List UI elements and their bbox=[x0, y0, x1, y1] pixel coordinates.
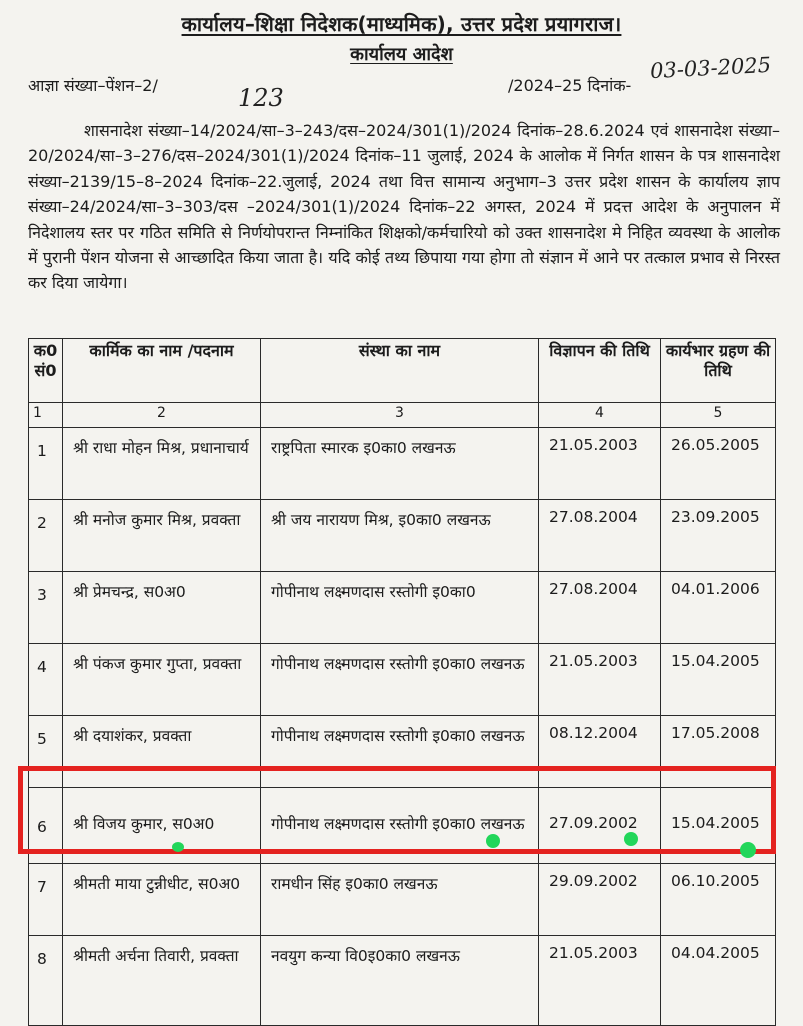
office-title: कार्यालय–शिक्षा निदेशक(माध्यमिक), उत्तर प्रदेश प्रयागराज। bbox=[181, 12, 622, 36]
green-dot-marker bbox=[624, 832, 638, 846]
row-advert-date: 21.05.2003 bbox=[539, 644, 661, 716]
table-header-row bbox=[29, 339, 776, 403]
table-row bbox=[29, 936, 776, 1026]
table-row bbox=[29, 572, 776, 644]
table-row bbox=[29, 864, 776, 936]
row-joining-date: 26.05.2005 bbox=[661, 428, 776, 500]
green-dot-marker bbox=[740, 842, 756, 858]
row-serial: 3 bbox=[29, 572, 63, 644]
row-serial: 7 bbox=[29, 864, 63, 936]
employee-table bbox=[28, 338, 776, 1026]
row-joining-date: 17.05.2008 bbox=[661, 716, 776, 788]
row-employee-name: श्री दयाशंकर, प्रवक्ता bbox=[63, 716, 261, 788]
column-number: 1 bbox=[29, 403, 63, 428]
header-employee-name: कार्मिक का नाम /पदनाम bbox=[63, 339, 261, 403]
row-joining-date: 23.09.2005 bbox=[661, 500, 776, 572]
row-joining-date: 15.04.2005 bbox=[661, 788, 776, 864]
header-joining-date: कार्यभार ग्रहण की तिथि bbox=[661, 339, 776, 403]
row-serial: 2 bbox=[29, 500, 63, 572]
header-advert-date: विज्ञापन की तिथि bbox=[539, 339, 661, 403]
row-institution: गोपीनाथ लक्ष्मणदास रस्तोगी इ0का0 लखनऊ bbox=[261, 716, 539, 788]
row-joining-date: 15.04.2005 bbox=[661, 644, 776, 716]
column-number: 3 bbox=[261, 403, 539, 428]
row-serial: 5 bbox=[29, 716, 63, 788]
table-row bbox=[29, 500, 776, 572]
header-serial: क0 सं0 bbox=[29, 339, 63, 403]
column-number: 5 bbox=[661, 403, 776, 428]
row-advert-date: 21.05.2003 bbox=[539, 936, 661, 1026]
row-institution: गोपीनाथ लक्ष्मणदास रस्तोगी इ0का0 लखनऊ bbox=[261, 788, 539, 864]
column-number-row bbox=[29, 403, 776, 428]
row-serial: 6 bbox=[29, 788, 63, 864]
row-advert-date: 27.08.2004 bbox=[539, 572, 661, 644]
order-heading-text: कार्यालय आदेश bbox=[350, 44, 453, 65]
row-joining-date: 04.04.2005 bbox=[661, 936, 776, 1026]
row-employee-name: श्री राधा मोहन मिश्र, प्रधानाचार्य bbox=[63, 428, 261, 500]
row-institution: गोपीनाथ लक्ष्मणदास रस्तोगी इ0का0 लखनऊ bbox=[261, 644, 539, 716]
row-employee-name: श्री मनोज कुमार मिश्र, प्रवक्ता bbox=[63, 500, 261, 572]
row-employee-name: श्रीमती माया टुन्नीधीट, स0अ0 bbox=[63, 864, 261, 936]
green-dot-marker bbox=[172, 842, 184, 852]
row-advert-date: 08.12.2004 bbox=[539, 716, 661, 788]
order-body-paragraph: शासनादेश संख्या–14/2024/सा–3–243/दस–2024/301(1)/2024 दिनांक–28.6.2024 एवं शासनादेश संख्या–20/2024/सा–3–276/दस–2024/301(1)/2024 दिनांक–11 जुलाई, 2024 के आलोक में निर्गत शासन के पत्र शासनादेश संख्या–2139/15–8–2024 दिनांक–22.जुलाई, 2024 तथा वित्त सामान्य अनुभाग–3 उत्तर प्रदेश शासन के कार्यालय ज्ञाप संख्या–24/2024/सा–3–303/दस –2024/301(1)/2024 दिनांक–22 अगस्त, 2024 में प्रदत्त आदेश के अनुपालन में निदेशालय स्तर पर गठित समिति से निर्णयोपरान्त निम्नांकित शिक्षको/कर्मचारियो को उक्त शासनादेश मे निहित व्यवस्था के आलोक में पुरानी पेंशन योजना से आच्छादित किया जाता है। यदि कोई तथ्य छिपाया गया होगा तो संज्ञान में आने पर तत्काल प्रभाव से निरस्त कर दिया जायेगा। bbox=[28, 121, 780, 293]
row-joining-date: 06.10.2005 bbox=[661, 864, 776, 936]
table-row bbox=[29, 428, 776, 500]
row-employee-name: श्री पंकज कुमार गुप्ता, प्रवक्ता bbox=[63, 644, 261, 716]
header-institution: संस्था का नाम bbox=[261, 339, 539, 403]
row-advert-date: 21.05.2003 bbox=[539, 428, 661, 500]
page-title bbox=[0, 10, 803, 37]
column-number: 2 bbox=[63, 403, 261, 428]
column-number: 4 bbox=[539, 403, 661, 428]
row-institution: रामधीन सिंह इ0का0 लखनऊ bbox=[261, 864, 539, 936]
row-serial: 8 bbox=[29, 936, 63, 1026]
order-number-label: आज्ञा संख्या–पेंशन–2/ bbox=[28, 76, 158, 95]
row-joining-date: 04.01.2006 bbox=[661, 572, 776, 644]
handwritten-order-number: 123 bbox=[238, 84, 284, 112]
row-advert-date: 29.09.2002 bbox=[539, 864, 661, 936]
row-institution: श्री जय नारायण मिश्र, इ0का0 लखनऊ bbox=[261, 500, 539, 572]
row-institution: नवयुग कन्या वि0इ0का0 लखनऊ bbox=[261, 936, 539, 1026]
row-institution: गोपीनाथ लक्ष्मणदास रस्तोगी इ0का0 bbox=[261, 572, 539, 644]
row-employee-name: श्री प्रेमचन्द्र, स0अ0 bbox=[63, 572, 261, 644]
table-row bbox=[29, 644, 776, 716]
handwritten-date: 03-03-2025 bbox=[649, 52, 772, 84]
row-serial: 1 bbox=[29, 428, 63, 500]
row-serial: 4 bbox=[29, 644, 63, 716]
green-dot-marker bbox=[486, 834, 500, 848]
row-employee-name: श्रीमती अर्चना तिवारी, प्रवक्ता bbox=[63, 936, 261, 1026]
row-employee-name: श्री विजय कुमार, स0अ0 bbox=[63, 788, 261, 864]
year-date-label: /2024–25 दिनांक- bbox=[508, 76, 632, 95]
red-highlight-box bbox=[18, 766, 776, 854]
row-institution: राष्ट्रपिता स्मारक इ0का0 लखनऊ bbox=[261, 428, 539, 500]
row-advert-date: 27.09.2002 bbox=[539, 788, 661, 864]
row-advert-date: 27.08.2004 bbox=[539, 500, 661, 572]
